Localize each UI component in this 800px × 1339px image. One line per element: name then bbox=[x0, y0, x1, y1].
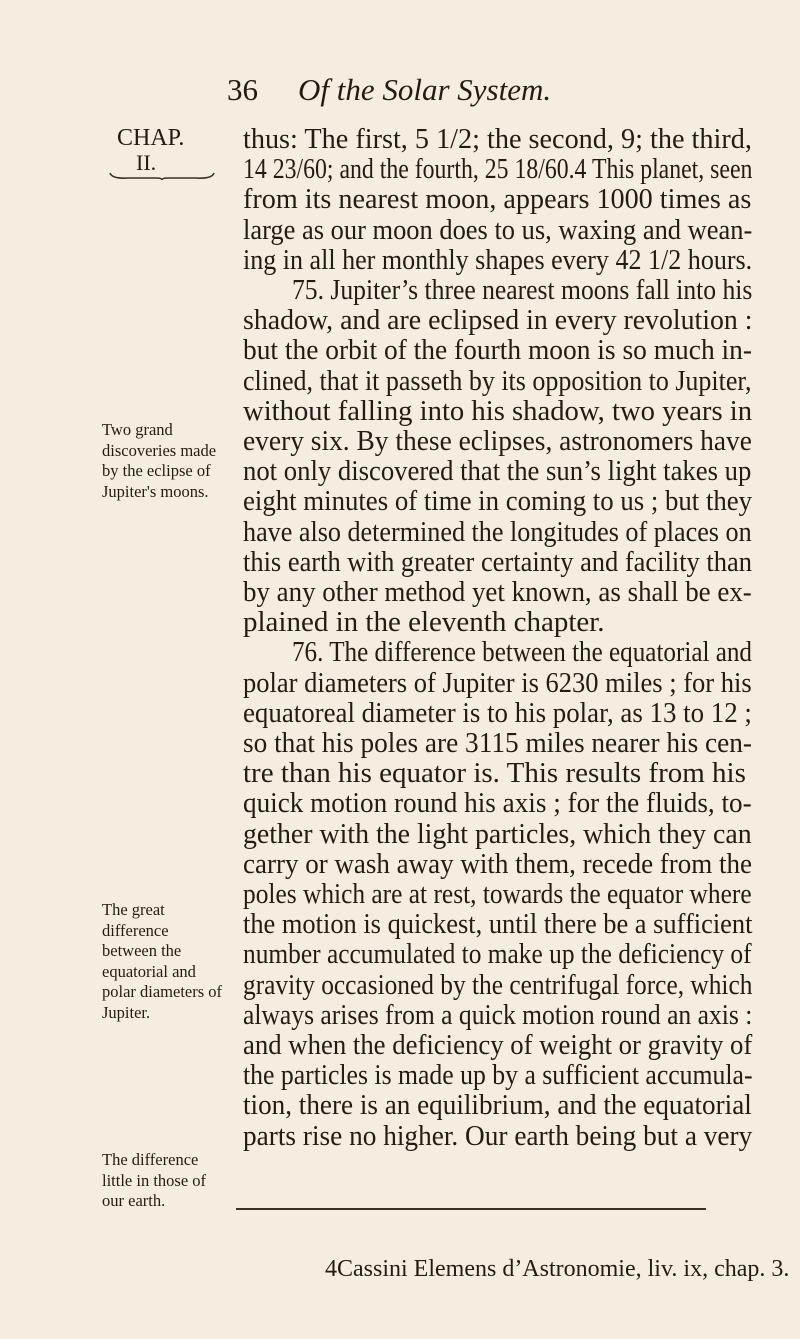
body-line: by any other method yet known, as shall be ex- bbox=[243, 576, 752, 608]
sidenote-moon-eclipses: Two grand discoveries made by the eclipse of Jupiter's moons. bbox=[102, 420, 217, 501]
body-line: carry or wash away with them, recede from the bbox=[243, 847, 753, 880]
body-line: and when the deficiency of weight or gravity of bbox=[243, 1029, 753, 1061]
sidenote-earth-difference: The difference little in those of our earth. bbox=[102, 1150, 207, 1210]
body-line: poles which are at rest, towards the equator where bbox=[243, 878, 752, 910]
body-line: equatoreal diameter is to his polar, as 13 to 12 ; bbox=[243, 696, 752, 729]
body-line: but the orbit of the fourth moon is so much in- bbox=[243, 334, 752, 367]
running-header bbox=[0, 72, 800, 112]
body-line: large as our moon does to us, waxing and wean- bbox=[243, 213, 753, 246]
body-line: tion, there is an equilibrium, and the equatorial bbox=[243, 1089, 752, 1122]
body-line: always arises from a quick motion round an axis : bbox=[243, 998, 753, 1031]
body-line: this earth with greater certainty and facility than bbox=[243, 545, 752, 578]
body-line: the particles is made up by a sufficient accumula- bbox=[243, 1059, 753, 1092]
body-line: parts rise no higher. Our earth being but a very bbox=[243, 1119, 753, 1152]
body-line: clined, that it passeth by its opposition to Jupiter, bbox=[243, 364, 752, 397]
body-line: eight minutes of time in coming to us ; but they bbox=[243, 485, 753, 518]
body-line: from its nearest moon, appears 1000 times as bbox=[243, 183, 752, 216]
chapter-label: CHAP. bbox=[117, 125, 185, 151]
body-line: shadow, and are eclipsed in every revolution : bbox=[243, 304, 753, 337]
body-line: plained in the eleventh chapter. bbox=[243, 606, 605, 639]
body-line: gravity occasioned by the centrifugal force, which bbox=[243, 968, 753, 1001]
body-line: ing in all her monthly shapes every 42 1/2 hours. bbox=[243, 243, 753, 276]
body-line: 75. Jupiter’s three nearest moons fall into his bbox=[292, 274, 753, 306]
body-line: every six. By these eclipses, astronomers have bbox=[243, 425, 752, 457]
body-line: have also determined the longitudes of places on bbox=[243, 515, 752, 548]
chapter-brace bbox=[108, 171, 216, 181]
footnote: 4Cassini Elemens d’Astronomie, liv. ix, chap. 3. bbox=[325, 1256, 790, 1282]
page-number: 36 bbox=[227, 72, 258, 107]
body-line: without falling into his shadow, two years in bbox=[243, 394, 753, 427]
body-line: number accumulated to make up the deficiency of bbox=[243, 938, 752, 971]
body-line: not only discovered that the sun’s light takes up bbox=[243, 455, 752, 488]
body-line: tre than his equator is. This results from his bbox=[243, 757, 746, 790]
body-line: 76. The difference between the equatorial and bbox=[292, 636, 752, 669]
body-line: the motion is quickest, until there be a sufficient bbox=[243, 908, 753, 941]
body-line: gether with the light particles, which they can bbox=[243, 817, 752, 850]
body-line: quick motion round his axis ; for the fluids, to- bbox=[243, 787, 752, 820]
running-title: Of the Solar System. bbox=[298, 72, 552, 107]
body-line: so that his poles are 3115 miles nearer his cen- bbox=[243, 727, 752, 759]
sidenote-jupiter-diameters: The great difference between the equatorial and polar diameters of Jupiter. bbox=[102, 900, 223, 1022]
body-line: thus: The first, 5 1/2; the second, 9; the third, bbox=[243, 123, 752, 155]
body-line: 14 23/60; and the fourth, 25 18/60.4 This planet, seen bbox=[243, 153, 753, 186]
chapter-number: II. bbox=[136, 150, 157, 175]
body-line: polar diameters of Jupiter is 6230 miles ; for his bbox=[243, 666, 752, 699]
footnote-rule bbox=[236, 1208, 706, 1210]
